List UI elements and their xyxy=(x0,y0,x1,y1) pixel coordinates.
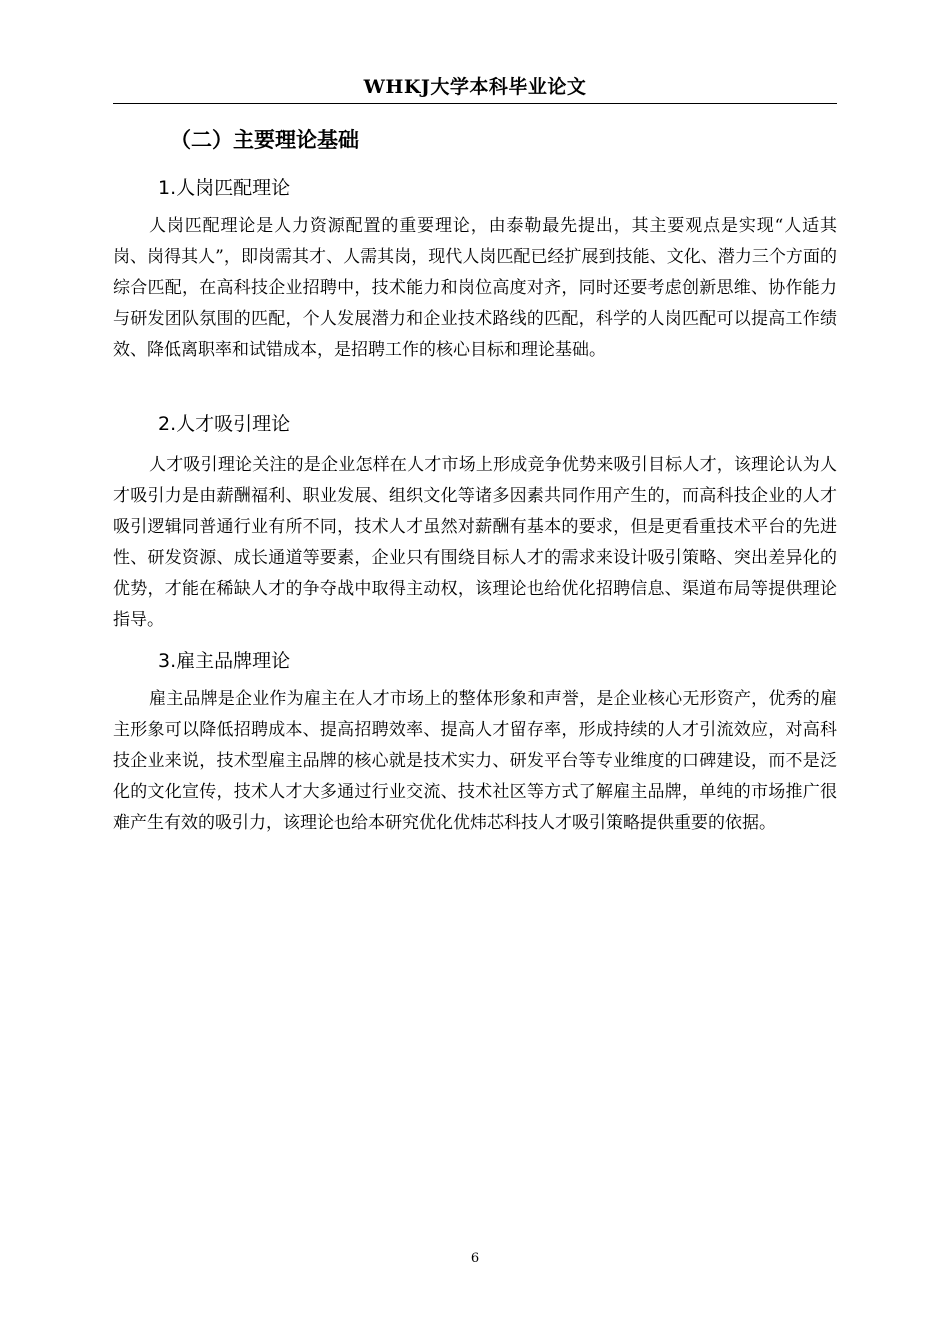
section-heading: （二）主要理论基础 xyxy=(170,128,359,152)
page-number: 6 xyxy=(470,1251,480,1266)
running-header xyxy=(113,74,837,104)
paragraph-2: 人才吸引理论关注的是企业怎样在人才市场上形成竞争优势来吸引目标人才，该理论认为人才吸引力是由薪酬福利、职业发展、组织文化等诸多因素共同作用产生的，而高科技企业的人才吸引逻辑同普通行业有所不同，技术人才虽然对薪酬有基本的要求，但是更看重技术平台的先进性、研发资源、成长通道等要素，企业只有围绕目标人才的需求来设计吸引策略、突出差异化的优势，才能在稀缺人才的争夺战中取得主动权，该理论也给优化招聘信息、渠道布局等提供理论指导。 xyxy=(113,455,837,630)
paragraph-3: 雇主品牌是企业作为雇主在人才市场上的整体形象和声誉，是企业核心无形资产，优秀的雇主形象可以降低招聘成本、提高招聘效率、提高人才留存率，形成持续的人才引流效应，对高科技企业来说，技术型雇主品牌的核心就是技术实力、研发平台等专业维度的口碑建设，而不是泛化的文化宣传，技术人才大多通过行业交流、技术社区等方式了解雇主品牌，单纯的市场推广很难产生有效的吸引力，该理论也给本研究优化优炜芯科技人才吸引策略提供重要的依据。 xyxy=(113,689,837,833)
header-title: WHKJ大学本科毕业论文 xyxy=(363,76,587,98)
subsection-heading-3: 3.雇主品牌理论 xyxy=(158,650,291,672)
paragraph-1: 人岗匹配理论是人力资源配置的重要理论，由泰勒最先提出，其主要观点是实现“人适其岗、岗得其人”，即岗需其才、人需其岗，现代人岗匹配已经扩展到技能、文化、潜力三个方面的综合匹配，在高科技企业招聘中，技术能力和岗位高度对齐，同时还要考虑创新思维、协作能力与研发团队氛围的匹配，个人发展潜力和企业技术路线的匹配，科学的人岗匹配可以提高工作绩效、降低离职率和试错成本，是招聘工作的核心目标和理论基础。 xyxy=(113,216,837,360)
subsection-heading-2: 2.人才吸引理论 xyxy=(158,413,291,435)
subsection-heading-1: 1.人岗匹配理论 xyxy=(158,177,291,199)
